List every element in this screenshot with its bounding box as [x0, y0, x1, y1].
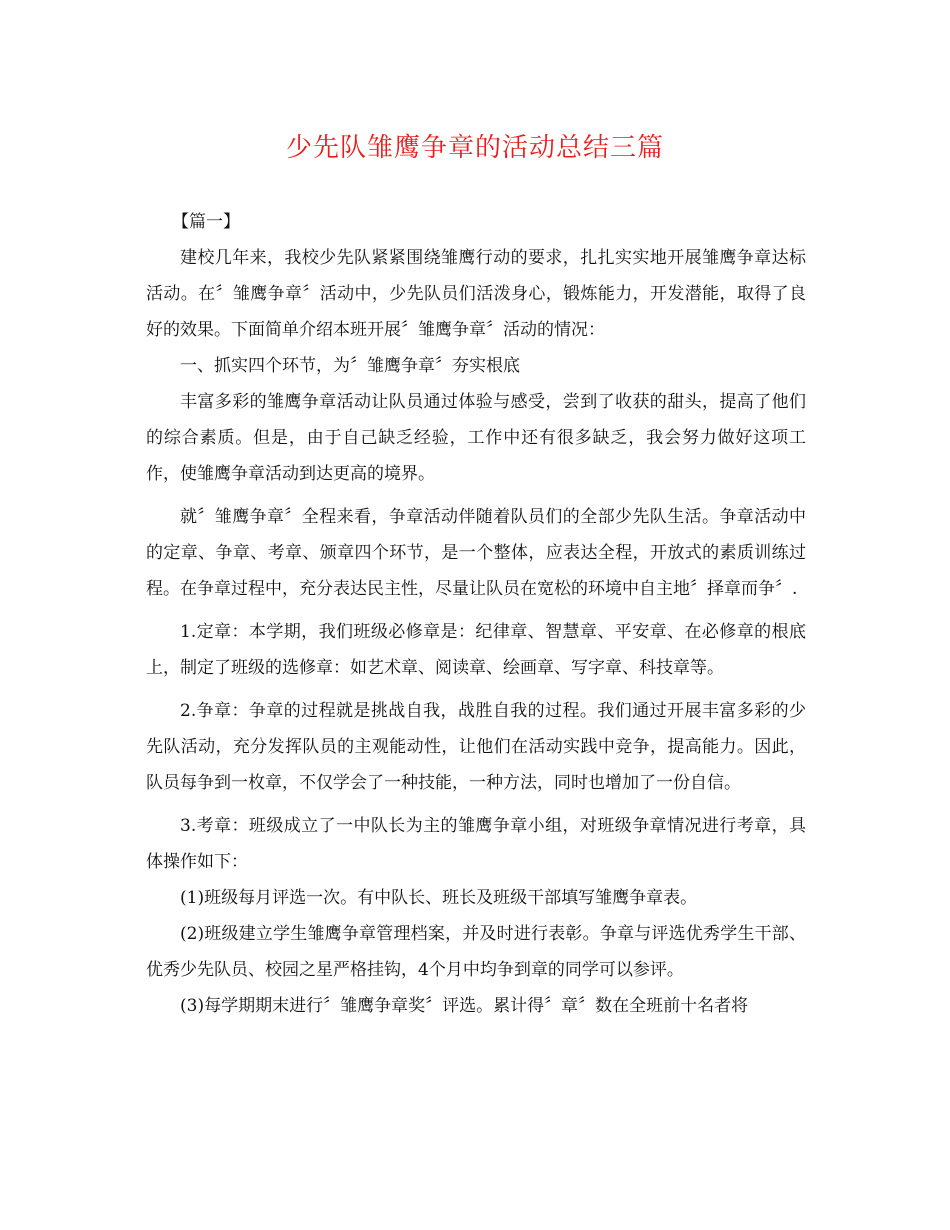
document-body [146, 204, 806, 1024]
list-item: (2)班级建立学生雏鹰争章管理档案，并及时进行表彰。争章与评选优秀学生干部、优秀少先队员、校园之星严格挂钩，4个月中均争到章的同学可以参评。 [146, 924, 806, 980]
list-item: (3)每学期期末进行〞雏鹰争章奖〞评选。累计得〞章〞数在全班前十名者将 [180, 996, 749, 1016]
paragraph: 2.争章：争章的过程就是挑战自我，战胜自我的过程。我们通过开展丰富多彩的少先队活动，充分发挥队员的主观能动性，让他们在活动实践中竞争，提高能力。因此，队员每争到一枚章，不仅学会了一种技能，一种方法，同时也增加了一份自信。 [146, 701, 806, 793]
paragraph: 1.定章：本学期，我们班级必修章是：纪律章、智慧章、平安章、在必修章的根底上，制定了班级的选修章：如艺术章、阅读章、绘画章、写字章、科技章等。 [146, 622, 806, 678]
paragraph: 就〞雏鹰争章〞全程来看，争章活动伴随着队员们的全部少先队生活。争章活动中的定章、争章、考章、颁章四个环节，是一个整体，应表达全程，开放式的素质训练过程。在争章过程中，充分表达民主性，尽量让队员在宽松的环境中自主地〞择章而争〞. [146, 507, 806, 599]
list-item: (1)班级每月评选一次。有中队长、班长及班级干部填写雏鹰争章表。 [180, 888, 698, 908]
document-title: 少先队雏鹰争章的活动总结三篇 [285, 133, 664, 163]
paragraph: 3.考章：班级成立了一中队长为主的雏鹰争章小组，对班级争章情况进行考章，具体操作如下： [146, 816, 806, 872]
subheading: 一、抓实四个环节，为〞雏鹰争章〞夯实根底 [180, 356, 520, 376]
paragraph: 建校几年来，我校少先队紧紧围绕雏鹰行动的要求，扎扎实实地开展雏鹰争章达标活动。在〞雏鹰争章〞活动中，少先队员们活泼身心，锻炼能力，开发潜能，取得了良好的效果。下面简单介绍本班开展〞雏鹰争章〞活动的情况： [146, 248, 806, 340]
paragraph: 丰富多彩的雏鹰争章活动让队员通过体验与感受，尝到了收获的甜头，提高了他们的综合素质。但是，由于自己缺乏经验，工作中还有很多缺乏，我会努力做好这项工作，使雏鹰争章活动到达更高的境界。 [146, 392, 806, 484]
section-heading: 【篇一】 [172, 212, 240, 232]
